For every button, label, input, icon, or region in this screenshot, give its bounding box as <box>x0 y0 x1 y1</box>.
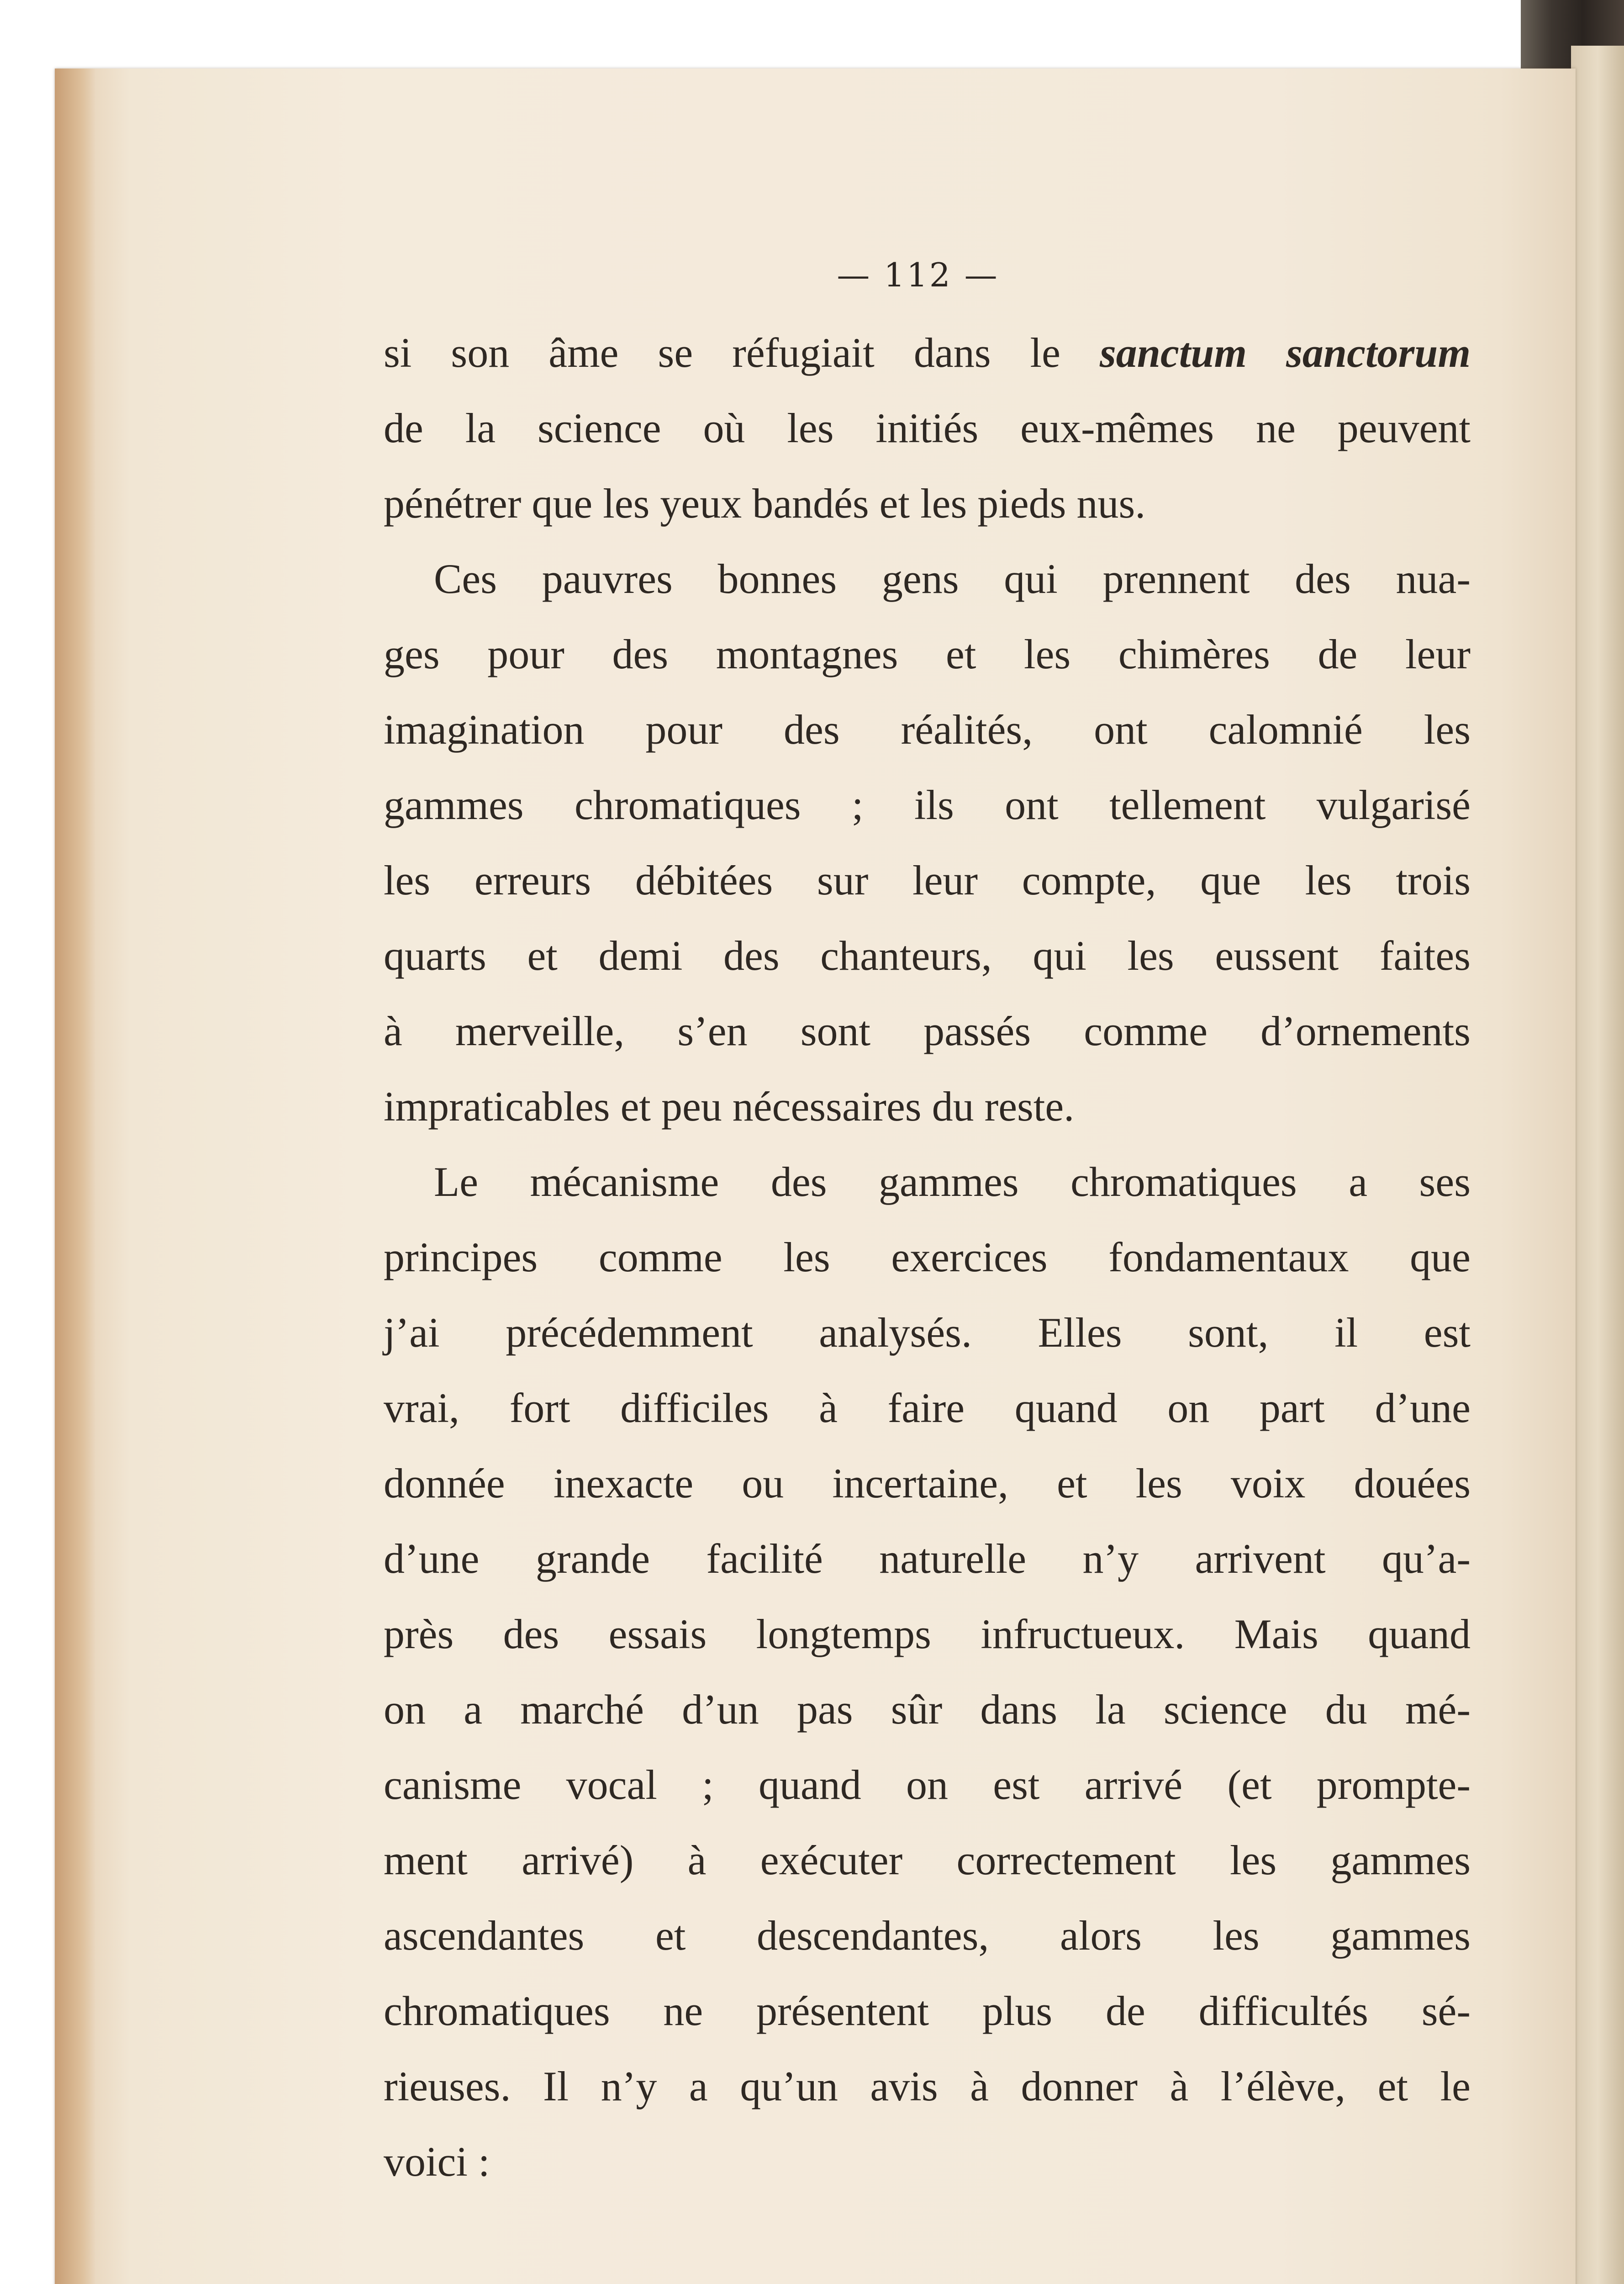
text-segment: ascendantes et descendantes, alors les gammes <box>384 1912 1471 1959</box>
text-line <box>384 1973 1471 2049</box>
text-segment: rieuses. Il n’y a qu’un avis à donner à l’élève, et le <box>384 2063 1471 2110</box>
text-segment: canisme vocal ; quand on est arrivé (et prompte- <box>384 1761 1471 1808</box>
text-line <box>384 767 1471 843</box>
page-body-text <box>384 315 1471 2199</box>
text-line <box>384 1069 1471 1144</box>
text-segment: à merveille, s’en sont passés comme d’ornements <box>384 1008 1471 1054</box>
text-segment: donnée inexacte ou incertaine, et les voix douées <box>384 1460 1471 1507</box>
text-line <box>384 1295 1471 1370</box>
text-segment: Le mécanisme des gammes chromatiques a ses <box>434 1158 1471 1205</box>
text-line <box>384 692 1471 767</box>
text-segment: gammes chromatiques ; ils ont tellement vulgarisé <box>384 782 1471 828</box>
text-line <box>384 1672 1471 1747</box>
text-line <box>384 843 1471 918</box>
adjacent-page-sliver <box>1571 46 1624 2284</box>
page-gutter-shadow <box>55 69 96 2284</box>
text-segment: pénétrer que les yeux bandés et les pieds nus. <box>384 480 1146 527</box>
text-line <box>384 541 1471 617</box>
text-segment: quarts et demi des chanteurs, qui les eussent faites <box>384 932 1471 979</box>
text-segment: près des essais longtemps infructueux. Mais quand <box>384 1611 1471 1657</box>
text-line <box>384 617 1471 692</box>
text-line <box>384 2124 1471 2199</box>
text-line <box>384 1747 1471 1823</box>
text-segment: vrai, fort difficiles à faire quand on part d’une <box>384 1385 1471 1431</box>
text-line <box>384 1446 1471 1521</box>
text-line <box>384 1898 1471 1973</box>
text-line <box>384 2049 1471 2124</box>
text-line <box>384 1597 1471 1672</box>
text-line <box>384 1521 1471 1597</box>
text-segment: de la science où les initiés eux-mêmes ne peuvent <box>384 405 1471 451</box>
text-segment: les erreurs débitées sur leur compte, que les trois <box>384 857 1471 904</box>
text-line <box>384 918 1471 994</box>
text-segment: j’ai précédemment analysés. Elles sont, il est <box>384 1309 1471 1356</box>
text-segment: chromatiques ne présentent plus de difficultés sé- <box>384 1988 1471 2034</box>
text-segment: principes comme les exercices fondamentaux que <box>384 1234 1471 1280</box>
text-line <box>384 1144 1471 1220</box>
text-line <box>384 1370 1471 1446</box>
text-segment: on a marché d’un pas sûr dans la science du mé- <box>384 1686 1471 1733</box>
text-segment: ges pour des montagnes et les chimères de leur <box>384 631 1471 677</box>
text-line <box>384 1220 1471 1295</box>
text-segment: si son âme se réfugiait dans le <box>384 329 1100 376</box>
italic-phrase: sanctum sanctorum <box>1099 329 1471 376</box>
text-line <box>384 994 1471 1069</box>
text-segment: Ces pauvres bonnes gens qui prennent des nua- <box>434 555 1471 602</box>
text-line <box>384 315 1471 391</box>
text-segment: impraticables et peu nécessaires du reste. <box>384 1083 1075 1130</box>
text-line <box>384 1823 1471 1898</box>
text-line <box>384 391 1471 466</box>
text-segment: imagination pour des réalités, ont calomnié les <box>384 706 1471 753</box>
text-segment: voici : <box>384 2138 490 2185</box>
text-segment: ment arrivé) à exécuter correctement les gammes <box>384 1837 1471 1883</box>
page-number: — 112 — <box>837 256 999 294</box>
text-segment: d’une grande facilité naturelle n’y arrivent qu’a- <box>384 1535 1471 1582</box>
text-line <box>384 466 1471 541</box>
